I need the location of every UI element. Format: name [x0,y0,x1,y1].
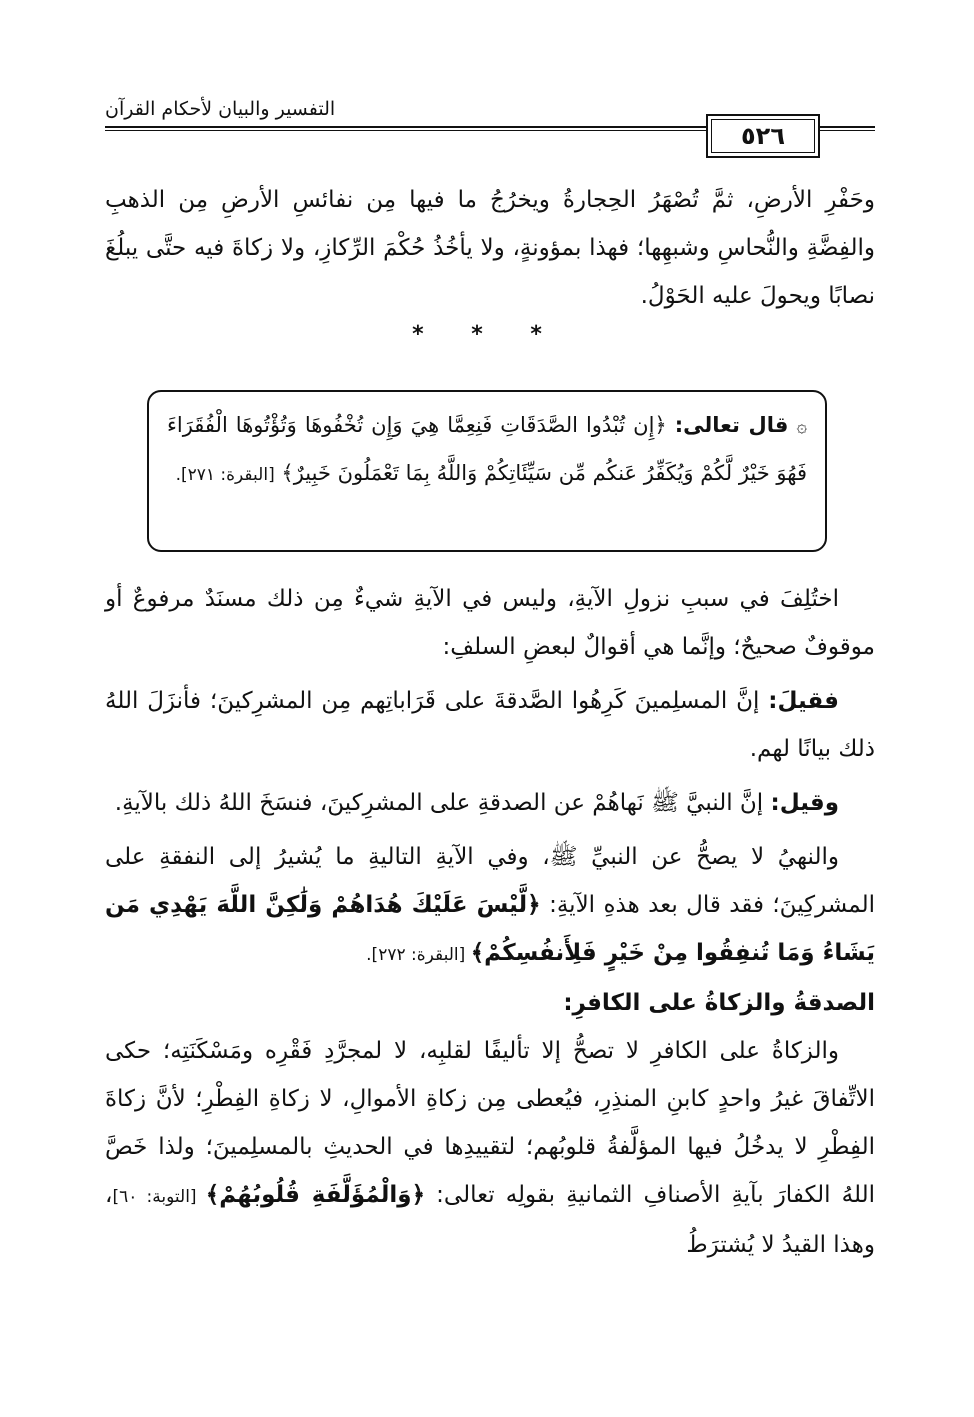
zakat-verse: ﴿وَالْمُؤَلَّفَةِ قُلُوبُهُمْ﴾ [205,1182,426,1208]
zakat-tail: ، وهذا القيدُ لا يُشترَطُ [105,1182,875,1258]
paragraph-intro: اختُلِفَ في سببِ نزولِ الآيةِ، وليس في الآيةِ شيءٌ مِن ذلك مسنَدٌ مرفوعٌ أو موقوفٌ صحيحٌ؛ وإنَّما هي أقوالٌ لبعضِ السلفِ: [105,586,875,660]
rebuttal-text: والنهيُ لا يصحُّ عن النبيِّ ﷺ، وفي الآيةِ التاليةِ ما يُشيرُ إلى النفقةِ على المشركِينَ؛ فقد قال بعد هذهِ الآيةِ: [105,844,875,918]
running-title: التفسير والبيان لأحكام القرآن [105,98,336,120]
opinion-1-text: إنَّ المسلِمينَ كَرِهُوا الصَّدقةَ على قَرَاباتِهم مِن المشرِكينَ؛ فأنزَلَ اللهُ ذلك بيانًا لهم. [105,688,875,762]
body-text [105,575,875,1269]
rebuttal-ref: [البقرة: ٢٧٢]. [366,945,471,965]
opinion-2-lead: وقيل: [770,790,839,816]
page-header [105,92,875,164]
verse-box [147,390,827,552]
paragraph-opinion-1 [105,677,875,773]
rebuttal-verse: ﴿لَّيْسَ عَلَيْكَ هُدَاهُمْ وَلَٰكِنَّ اللَّهَ يَهْدِي مَن يَشَاءُ وَمَا تُنفِقُوا مِنْ خَيْرٍ فَلِأَنفُسِكُمْ﴾ [105,892,875,966]
top-paragraph: وحَفْرِ الأرضِ، ثمَّ تُصْهَرُ الحِجارةُ ويخرُجُ ما فيها مِن نفائسِ الأرضِ مِن الذهبِ والفِضَّةِ والنُّحاسِ وشبهِها؛ فهذا بمؤونةٍ، ولا يأخُذُ حُكْمَ الرِّكازِ، ولا زكاةَ فيه حتَّى يبلُغَ نصابًا ويحولَ عليه الحَوْلُ. [105,187,875,309]
verse-reference: [البقرة: ٢٧١]. [175,465,275,485]
top-paragraph-block [105,176,875,320]
opinion-2-text: إنَّ النبيَّ ﷺ نَهاهُمْ عن الصدقةِ على المشرِكينَ، فنسَخَ اللهُ ذلك بالآيةِ. [114,790,771,816]
verse-text: ﴿إِن تُبْدُوا الصَّدَقَاتِ فَنِعِمَّا هِيَ وَإِن تُخْفُوهَا وَتُؤْتُوهَا الْفُقَرَاءَ فَهُوَ خَيْرٌ لَّكُمْ وَيُكَفِّرُ عَنكُم مِّن سَيِّئَاتِكُمْ وَاللَّهُ بِمَا تَعْمَلُونَ خَبِيرٌ﴾ [167,413,807,485]
paragraph-opinion-2 [105,779,875,827]
section-separator-stars: * * * [412,322,562,347]
page-number: ٥٢٦ [706,114,820,158]
zakat-ref: [التوبة: ٦٠] [112,1187,206,1207]
zakat-text: والزكاةُ على الكافرِ لا تصحُّ إلا تأليفًا لقلبِه، لا لمجرَّدِ فَقْرِه ومَسْكَنَتِه؛ حكى الاتِّفاقَ غيرُ واحدٍ كابنِ المنذِرِ، فيُعطى مِن زكاةِ الأموالِ، لا زكاةِ الفِطْرِ؛ لأنَّ زكاةَ الفِطْرِ لا يدخُلُ فيها المؤلَّفةُ قلوبُهم؛ لتقييدِها في الحديثِ بالمسلِمينَ؛ ولذا خَصَّ اللهُ الكفارَ بآيةِ الأصنافِ الثمانيةِ بقولِه تعالى: [105,1038,876,1208]
section-heading: الصدقةُ والزكاةُ على الكافرِ: [563,990,875,1016]
paragraph-zakat-kafir [105,1027,875,1269]
verse-intro: قال تعالى: [674,413,789,437]
ornament-icon: ۞ [796,416,807,437]
paragraph-rebuttal [105,833,875,979]
opinion-1-lead: فقيلَ: [768,688,839,714]
